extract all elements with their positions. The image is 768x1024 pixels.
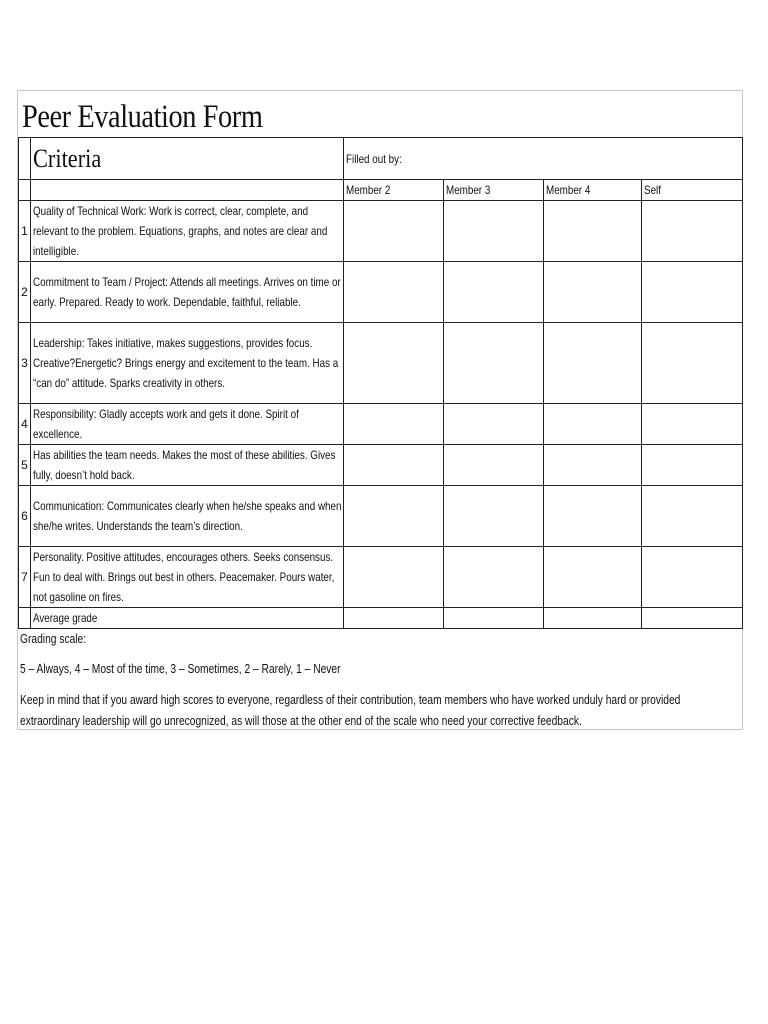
score-cell[interactable] <box>444 486 544 547</box>
criterion-text: Commitment to Team / Project: Attends all meetings. Arrives on time or early. Prepared. Ready to work. Dependable, faithful, reliable. <box>31 262 344 323</box>
score-cell[interactable] <box>544 547 642 608</box>
form-title: Peer Evaluation Form <box>22 99 263 135</box>
column-header-member-4: Member 4 <box>544 180 642 201</box>
row-number: 7 <box>19 547 31 608</box>
table-row <box>19 404 743 445</box>
score-cell[interactable] <box>344 547 444 608</box>
score-cell[interactable] <box>344 323 444 404</box>
score-cell[interactable] <box>544 262 642 323</box>
score-cell[interactable] <box>544 201 642 262</box>
table-row <box>19 547 743 608</box>
criterion-text: Has abilities the team needs. Makes the most of these abilities. Gives fully, doesn’t hold back. <box>31 445 344 486</box>
score-cell[interactable] <box>344 201 444 262</box>
score-cell[interactable] <box>642 262 743 323</box>
score-cell[interactable] <box>642 547 743 608</box>
score-cell[interactable] <box>444 404 544 445</box>
score-cell[interactable] <box>642 404 743 445</box>
criterion-text: Communication: Communicates clearly when he/she speaks and when she/he writes. Understands the team’s direction. <box>31 486 344 547</box>
grading-scale-label: Grading scale: <box>20 632 87 646</box>
average-grade-row <box>19 608 743 629</box>
row-number: 4 <box>19 404 31 445</box>
column-header-member-2: Member 2 <box>344 180 444 201</box>
criterion-text: Quality of Technical Work: Work is correct, clear, complete, and relevant to the problem. Equations, graphs, and notes are clear and intelligible. <box>31 201 344 262</box>
score-cell[interactable] <box>344 404 444 445</box>
score-cell[interactable] <box>642 323 743 404</box>
table-row <box>19 323 743 404</box>
score-cell[interactable] <box>444 323 544 404</box>
score-cell[interactable] <box>444 608 544 629</box>
table-row <box>19 486 743 547</box>
score-cell[interactable] <box>544 608 642 629</box>
score-cell[interactable] <box>444 262 544 323</box>
table-row <box>19 262 743 323</box>
score-cell[interactable] <box>544 323 642 404</box>
row-number: 1 <box>19 201 31 262</box>
table-row <box>19 445 743 486</box>
row-number: 3 <box>19 323 31 404</box>
score-cell[interactable] <box>444 445 544 486</box>
row-number: 6 <box>19 486 31 547</box>
score-cell[interactable] <box>642 486 743 547</box>
criterion-text: Personality. Positive attitudes, encourages others. Seeks consensus. Fun to deal with. Brings out best in others. Peacemaker. Pours water, not gasoline on fires. <box>31 547 344 608</box>
score-cell[interactable] <box>344 445 444 486</box>
filled-out-by-cell[interactable] <box>344 138 743 180</box>
score-cell[interactable] <box>544 486 642 547</box>
score-cell[interactable] <box>344 608 444 629</box>
score-cell[interactable] <box>642 201 743 262</box>
criteria-header: Criteria <box>31 138 344 180</box>
score-cell[interactable] <box>642 608 743 629</box>
column-header-self: Self <box>642 180 743 201</box>
score-cell[interactable] <box>444 547 544 608</box>
score-cell[interactable] <box>344 262 444 323</box>
grading-scale-text: 5 – Always, 4 – Most of the time, 3 – Sometimes, 2 – Rarely, 1 – Never <box>20 662 341 676</box>
row-number: 5 <box>19 445 31 486</box>
table-row <box>19 201 743 262</box>
member-header-row <box>19 180 743 201</box>
column-header-member-3: Member 3 <box>444 180 544 201</box>
row-number: 2 <box>19 262 31 323</box>
score-cell[interactable] <box>642 445 743 486</box>
evaluation-table <box>18 137 743 629</box>
criteria-header-row <box>19 138 743 180</box>
score-cell[interactable] <box>544 404 642 445</box>
filled-out-by-label: Filled out by: <box>346 151 402 166</box>
peer-evaluation-form <box>17 90 743 730</box>
grading-notes <box>20 629 740 732</box>
criterion-text: Responsibility: Gladly accepts work and gets it done. Spirit of excellence. <box>31 404 344 445</box>
score-cell[interactable] <box>444 201 544 262</box>
score-cell[interactable] <box>344 486 444 547</box>
average-grade-label: Average grade <box>31 608 344 629</box>
scoring-note: Keep in mind that if you award high scores to everyone, regardless of their contribution, team members who have worked unduly hard or provided extraordinary leadership will go unrecognized, as will those at the other end of the scale who need your corrective feedback. <box>20 693 681 728</box>
criterion-text: Leadership: Takes initiative, makes suggestions, provides focus. Creative?Energetic? Brings energy and excitement to the team. Has a “can do” attitude. Sparks creativity in others. <box>31 323 344 404</box>
score-cell[interactable] <box>544 445 642 486</box>
